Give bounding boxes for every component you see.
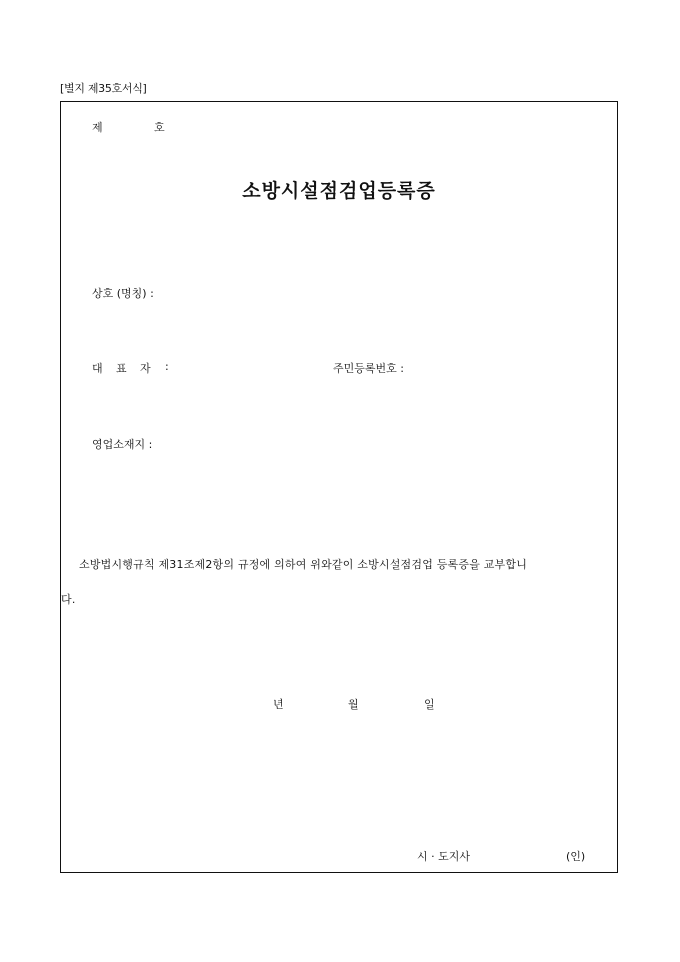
- business-address-label: 영업소재지 :: [92, 438, 153, 451]
- issuance-statement: [61, 547, 619, 617]
- trade-name-label: 상호 (명칭) :: [92, 287, 154, 300]
- representative-label-2: 표: [116, 362, 127, 375]
- number-label-prefix: 제: [92, 121, 103, 134]
- issuance-statement-line2: 다.: [61, 593, 76, 606]
- number-label-suffix: 호: [154, 121, 165, 134]
- certificate-title: 소방시설점검업등록증: [242, 180, 436, 202]
- date-year-label: 년: [273, 698, 284, 711]
- representative-label-3: 자: [140, 362, 151, 375]
- form-reference: [별지 제35호서식]: [60, 82, 147, 95]
- issuance-statement-line1: 소방법시행규칙 제31조제2항의 규정에 의하여 위와같이 소방시설점검업 등록증을 교부합니: [79, 558, 528, 571]
- representative-colon: :: [165, 360, 169, 373]
- seal-label: (인): [566, 850, 586, 863]
- representative-label-1: 대: [92, 362, 103, 375]
- date-month-label: 월: [348, 698, 359, 711]
- date-day-label: 일: [424, 698, 435, 711]
- certificate-frame: [60, 101, 618, 873]
- resident-number-label: 주민등록번호 :: [333, 362, 404, 375]
- issuer-label: 시 · 도지사: [417, 850, 470, 863]
